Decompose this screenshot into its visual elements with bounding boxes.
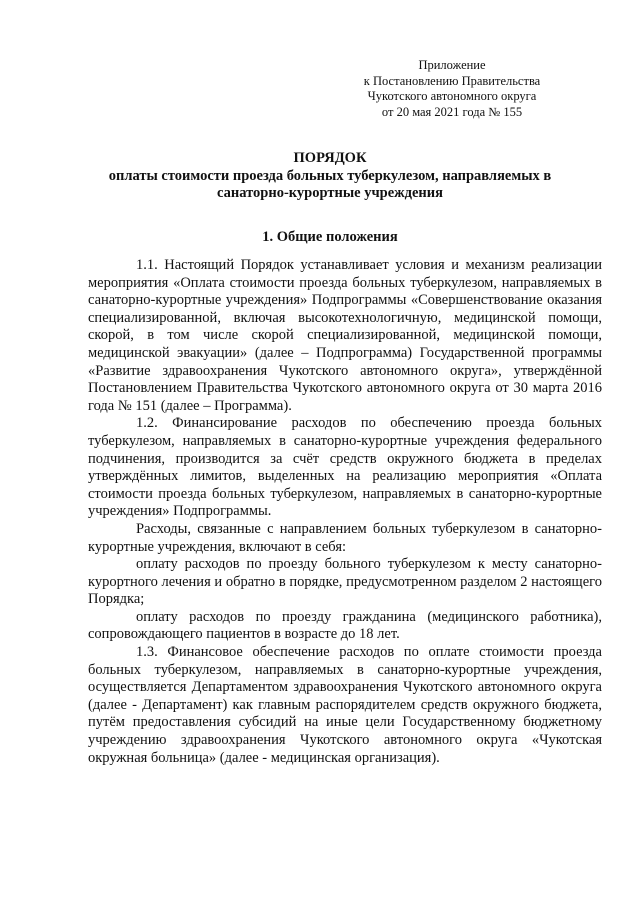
- annex-line-1: Приложение: [418, 58, 486, 72]
- paragraph-expenses: Расходы, связанные с направлением больных туберкулезом в санаторно-курортные учреждения, включают в себя:: [88, 520, 602, 555]
- annex-line-4: от 20 мая 2021 года № 155: [381, 104, 523, 119]
- annex-block: [322, 58, 582, 120]
- paragraph-1-3: 1.3. Финансовое обеспечение расходов по оплате стоимости проезда больных туберкулезом, направляемых в санаторно-курортные учреждения, осуществляется Департаментом здравоохранения Чукотского автономного округа (далее - Департамент) как главным распорядителем средств окружного бюджета, путём предоставления субсидий на иные цели Государственному бюджетному учреждению здравоохранения Чукотского автономного округа «Чукотская окружная больница» (далее - медицинская организация).: [88, 644, 602, 766]
- document-body: [88, 257, 602, 767]
- title-main: ПОРЯДОК: [293, 150, 367, 166]
- paragraph-1-2: 1.2. Финансирование расходов по обеспечению проезда больных туберкулезом, направляемых в санаторно-курортные учреждения федерального подчинения, производится за счёт средств окружного бюджета в пределах утверждённых лимитов, выделенных на реализацию мероприятия «Оплата стоимости проезда больных туберкулезом, направляемых в санаторно-курортные учреждения» Подпрограммы.: [88, 415, 602, 520]
- title-line-2: оплаты стоимости проезда больных туберкулезом, направляемых в: [108, 167, 552, 184]
- paragraph-expense-item-1: оплату расходов по проезду больного туберкулезом к месту санаторно-курортного лечения и обратно в порядке, предусмотренном разделом 2 настоящего Порядка;: [88, 556, 602, 608]
- title-line-3: санаторно-курортные учреждения: [217, 185, 443, 201]
- paragraph-1-1: 1.1. Настоящий Порядок устанавливает условия и механизм реализации мероприятия «Оплата стоимости проезда больных туберкулезом, направляемых в санаторно-курортные учреждения» Подпрограммы «Совершенствование оказания специализированной, включая высокотехнологичную, медицинской помощи, скорой, в том числе скорой специализированной, медицинской помощи, медицинской эвакуации» (далее – Подпрограмма) Государственной программы «Развитие здравоохранения Чукотского автономного округа», утверждённой Постановлением Правительства Чукотского автономного округа от 30 марта 2016 года № 151 (далее – Программа).: [88, 257, 602, 414]
- annex-line-3: Чукотского автономного округа: [367, 89, 537, 103]
- paragraph-expense-item-2: оплату расходов по проезду гражданина (медицинского работника), сопровождающего пациентов в возрасте до 18 лет.: [88, 608, 602, 643]
- annex-line-2: к Постановлению Правительства: [363, 73, 541, 88]
- section-heading: 1. Общие положения: [262, 229, 398, 245]
- document-title: [80, 150, 580, 203]
